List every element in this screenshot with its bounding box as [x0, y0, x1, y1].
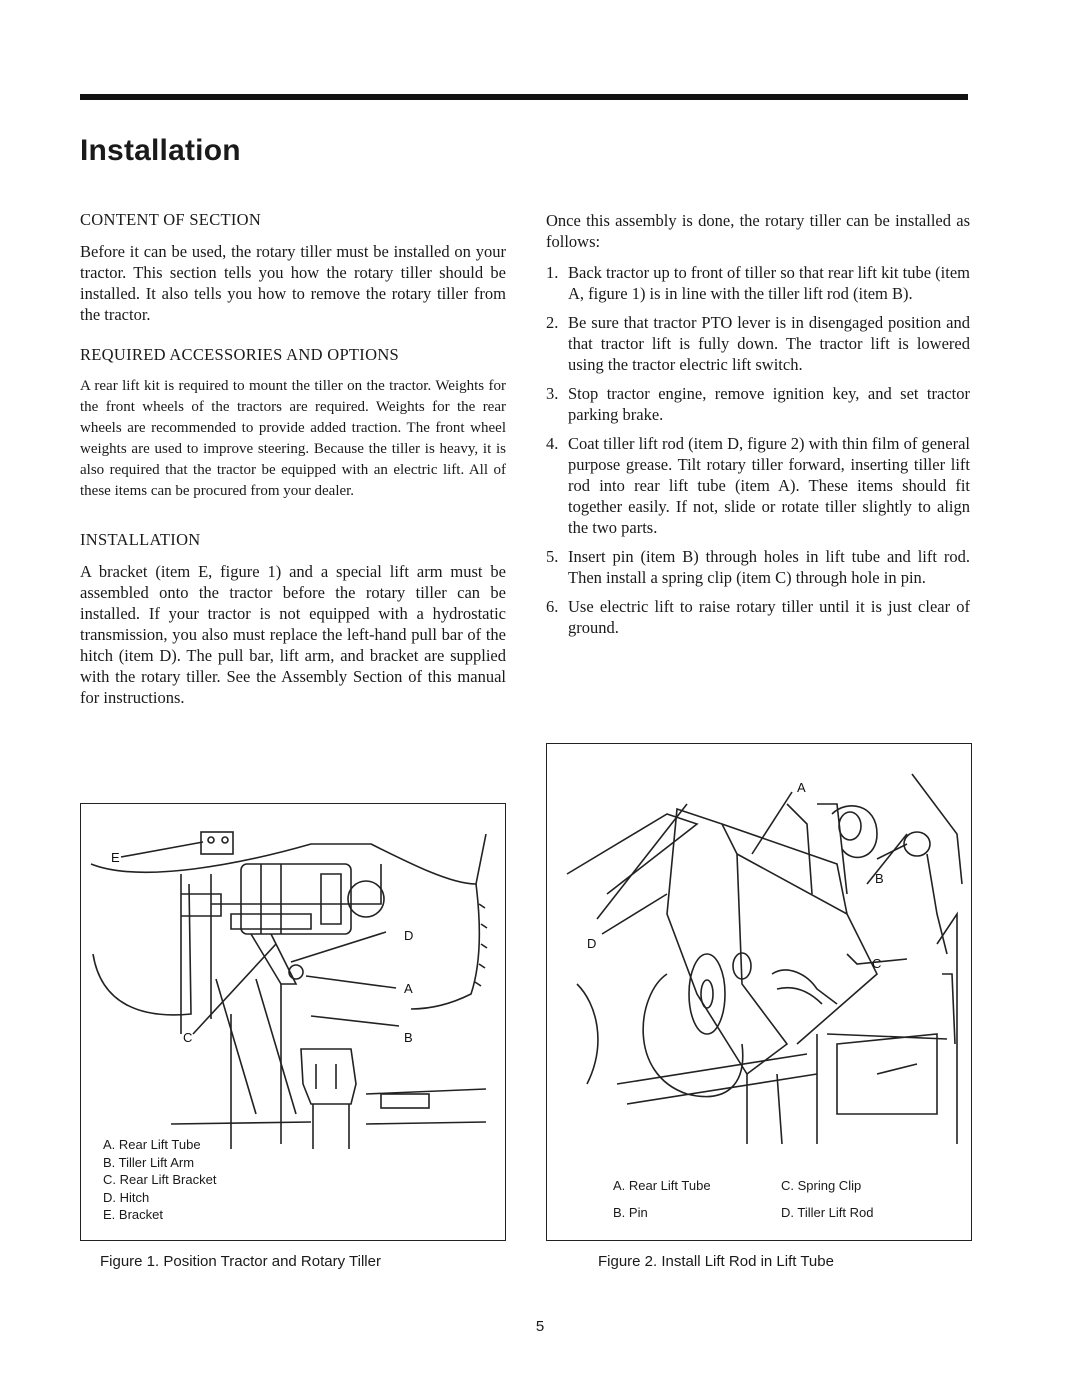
left-column	[80, 210, 506, 722]
figure-1-callout-a: A	[404, 981, 413, 996]
installation-text: A bracket (item E, figure 1) and a special lift arm must be assembled onto the tractor before the rotary tiller can be installed. If your tractor is not equipped with a hydrostatic transmission, you also must replace the left-hand pull bar of the hitch (item D). The pull bar, lift arm, and bracket are supplied with the rotary tiller. See the Assembly Section of this manual for instructions.	[80, 562, 506, 707]
steps-list	[546, 262, 970, 638]
step-item: 1. Back tractor up to front of tiller so that rear lift kit tube (item A, figure 1) is in line with the tiller lift rod (item B).	[546, 263, 970, 303]
legend-item: A. Rear Lift Tube	[613, 1178, 711, 1193]
figure-2-caption: Figure 2. Install Lift Rod in Lift Tube	[598, 1253, 834, 1270]
figure-2-callout-a: A	[797, 780, 806, 795]
figure-1	[80, 803, 506, 1241]
accessories-heading: REQUIRED ACCESSORIES AND OPTIONS	[80, 345, 400, 364]
figure-2-legend-col-1	[613, 1172, 711, 1226]
figure-2-legend-col-2	[781, 1172, 873, 1226]
figure-1-callout-c: C	[183, 1030, 193, 1045]
figure-1-callout-d: D	[404, 928, 414, 943]
legend-item: A. Rear Lift Tube	[103, 1137, 201, 1152]
installation-heading: INSTALLATION	[80, 530, 201, 549]
step-item: 2. Be sure that tractor PTO lever is in disengaged position and that tractor lift is fully down. The tractor lift is lowered using the tractor electric lift switch.	[546, 313, 970, 374]
legend-item: B. Pin	[613, 1205, 648, 1220]
figure-2-callout-c: C	[872, 956, 882, 971]
figure-2-illustration	[547, 744, 971, 1240]
page-number: 5	[535, 1318, 545, 1335]
legend-item: D. Hitch	[103, 1189, 150, 1205]
figure-2-callout-d: D	[587, 936, 597, 951]
step-item: 4. Coat tiller lift rod (item D, figure 2) with thin film of general purpose grease. Tilt rotary tiller forward, inserting tiller lift rod into rear lift tube (item A). These items should fit together easily. If not, slide or rotate tiller slightly to align the two parts.	[546, 434, 970, 537]
steps-intro: Once this assembly is done, the rotary tiller can be installed as follows:	[546, 211, 970, 251]
content-text: Before it can be used, the rotary tiller must be installed on your tractor. This section tells you how the rotary tiller should be installed. It also tells you how to remove the rotary tiller from the tractor.	[80, 242, 506, 324]
page-title: Installation	[80, 134, 241, 167]
step-item: 6. Use electric lift to raise rotary tiller until it is just clear of ground.	[546, 597, 970, 637]
header-rule	[80, 94, 968, 100]
figure-2	[546, 743, 972, 1241]
legend-item: E. Bracket	[103, 1207, 163, 1222]
step-item: 3. Stop tractor engine, remove ignition key, and set tractor parking brake.	[546, 384, 970, 424]
legend-item: C. Spring Clip	[781, 1178, 862, 1193]
step-item: 5. Insert pin (item B) through holes in lift tube and lift rod. Then install a spring clip (item C) through hole in pin.	[546, 547, 970, 587]
legend-item: D. Tiller Lift Rod	[781, 1205, 874, 1220]
figure-1-caption: Figure 1. Position Tractor and Rotary Tiller	[100, 1253, 381, 1270]
figure-1-callout-e: E	[111, 850, 120, 865]
legend-item: C. Rear Lift Bracket	[103, 1172, 217, 1187]
accessories-text: A rear lift kit is required to mount the tiller on the tractor. Weights for the front wheels of the tractors are required. Weights for the rear wheels are recommended to provide added traction. The front wheel weights are used to improve steering. Because the tiller is heavy, it is also required that the tractor be equipped with an electric lift. All of these items can be procured from your dealer.	[80, 378, 506, 499]
figure-1-callout-b: B	[404, 1030, 413, 1045]
legend-item: B. Tiller Lift Arm	[103, 1154, 195, 1170]
figure-1-legend	[103, 1136, 216, 1224]
content-heading: CONTENT OF SECTION	[80, 210, 262, 229]
right-column	[546, 210, 970, 646]
figure-2-callout-b: B	[875, 871, 884, 886]
